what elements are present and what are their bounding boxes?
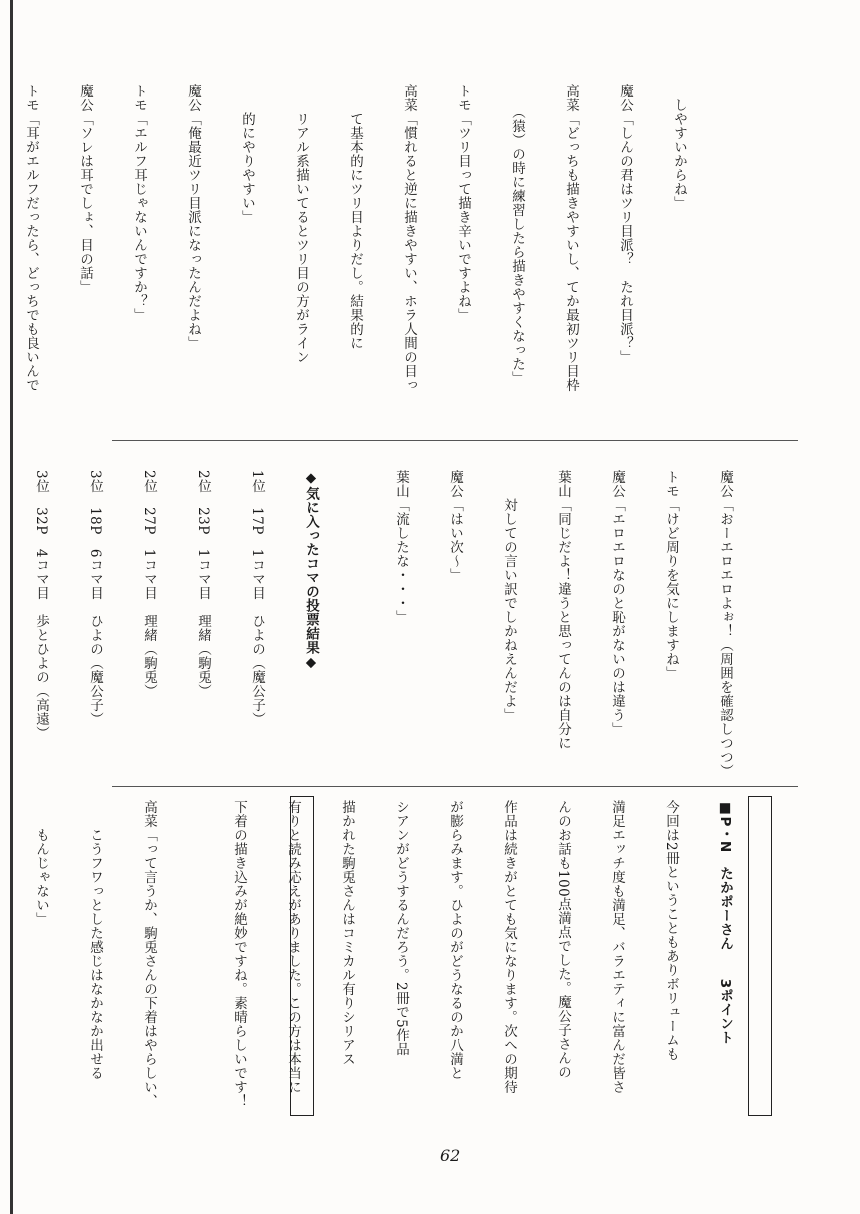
- reader-comment-line: が膨らみます。ひよのがどうなるのか八満と: [447, 800, 463, 1080]
- dialogue-line: しやすいからね」: [671, 84, 687, 210]
- dialogue-line: 魔公「しんの君はツリ目派？ たれ目派？」: [617, 84, 633, 364]
- reader-comment-line: 有りと読み応えがありました。この方は本当に: [285, 800, 301, 1094]
- dialogue-line: 葉山「流したな・・・」: [393, 470, 409, 624]
- reader-comment-line: んのお話も100点満点でした。魔公子さんの: [555, 800, 571, 1080]
- reader-comment-line: 満足エッチ度も満足、バラエティに富んだ皆さ: [609, 800, 625, 1094]
- reader-comment-line: 今回は2冊ということもありボリュームも: [663, 800, 679, 1062]
- vote-row: 2位 27P 1コマ目 理緒（駒兎）: [141, 470, 157, 698]
- dialogue-line: こうフワっとした感じはなかなか出せる: [87, 800, 103, 1080]
- dialogue-line: 葉山「同じだよ！違うと思ってんのは自分に: [555, 470, 571, 750]
- reader-comment-line: シアンがどうするんだろう。2冊で5作品: [393, 800, 409, 1057]
- dialogue-line: もんじゃない」: [33, 800, 49, 926]
- page-number: 62: [440, 1146, 461, 1165]
- dialogue-line: 対しての言い訳でしかねえんだよ」: [501, 470, 517, 722]
- dialogue-line: 魔公「おーエロエロよぉ！（周囲を確認しつつ）: [717, 470, 733, 778]
- section-divider: [112, 440, 798, 441]
- section-divider: [112, 786, 798, 787]
- dialogue-line: 高菜「慣れると逆に描きやすい、ホラ人間の目っ: [401, 84, 417, 392]
- dialogue-line: トモ「エルフ耳じゃないんですか？」: [131, 84, 147, 322]
- vote-row: 1位 17P 1コマ目 ひよの（魔公子）: [249, 470, 265, 726]
- reader-comment-line: 描かれた駒兎さんはコミカル有りシリアス: [339, 800, 355, 1066]
- dialogue-line: 高菜「どっちも描きやすいし、てか最初ツリ目枠: [563, 84, 579, 392]
- dialogue-line: トモ「耳がエルフだったら、どっちでも良いんで: [23, 84, 39, 392]
- dialogue-line: （猿）の時に練習したら描きやすくなった」: [509, 84, 525, 386]
- dialogue-line: 高菜「って言うか、駒兎さんの下着はやらしい、: [141, 800, 157, 1108]
- reader-comment-line: 作品は続きがとても気になります。次への期待: [501, 800, 517, 1094]
- vote-row: 3位 32P 4コマ目 歩とひよの（高遠）: [33, 470, 49, 740]
- dialogue-line: て基本的にツリ目よりだし。結果的に: [347, 84, 363, 350]
- dialogue-line: 魔公「はい次〜」: [447, 470, 463, 582]
- vote-row: 3位 18P 6コマ目 ひよの（魔公子）: [87, 470, 103, 726]
- dialogue-line: 魔公「エロエロなのと恥がないのは違う」: [609, 470, 625, 736]
- vote-row: 2位 23P 1コマ目 理緒（駒兎）: [195, 470, 211, 698]
- dialogue-line: 魔公「俺最近ツリ目派になったんだよね」: [185, 84, 201, 350]
- dialogue-line: リアル系描いてるとツリ目の方がライン: [293, 84, 309, 364]
- reader-header: ■P・N たかポーさん 3ポイント: [717, 800, 733, 1045]
- section-1-text: [0, 84, 724, 424]
- section-3-text: [0, 800, 770, 1120]
- vote-results-heading: ◆気に入ったコマの投票結果◆: [303, 470, 319, 671]
- dialogue-line: トモ「ツリ目って描き辛いですよね」: [455, 84, 471, 322]
- section-2-text: [0, 470, 770, 778]
- dialogue-line: 魔公「ソレは耳でしょ、目の話」: [77, 84, 93, 294]
- dialogue-line: 的にやりやすい」: [239, 84, 255, 224]
- dialogue-line: トモ「けど周りを気にしますね」: [663, 470, 679, 680]
- reader-comment-line: 下着の描き込みが絶妙ですね。素晴らしいです！: [231, 800, 247, 1108]
